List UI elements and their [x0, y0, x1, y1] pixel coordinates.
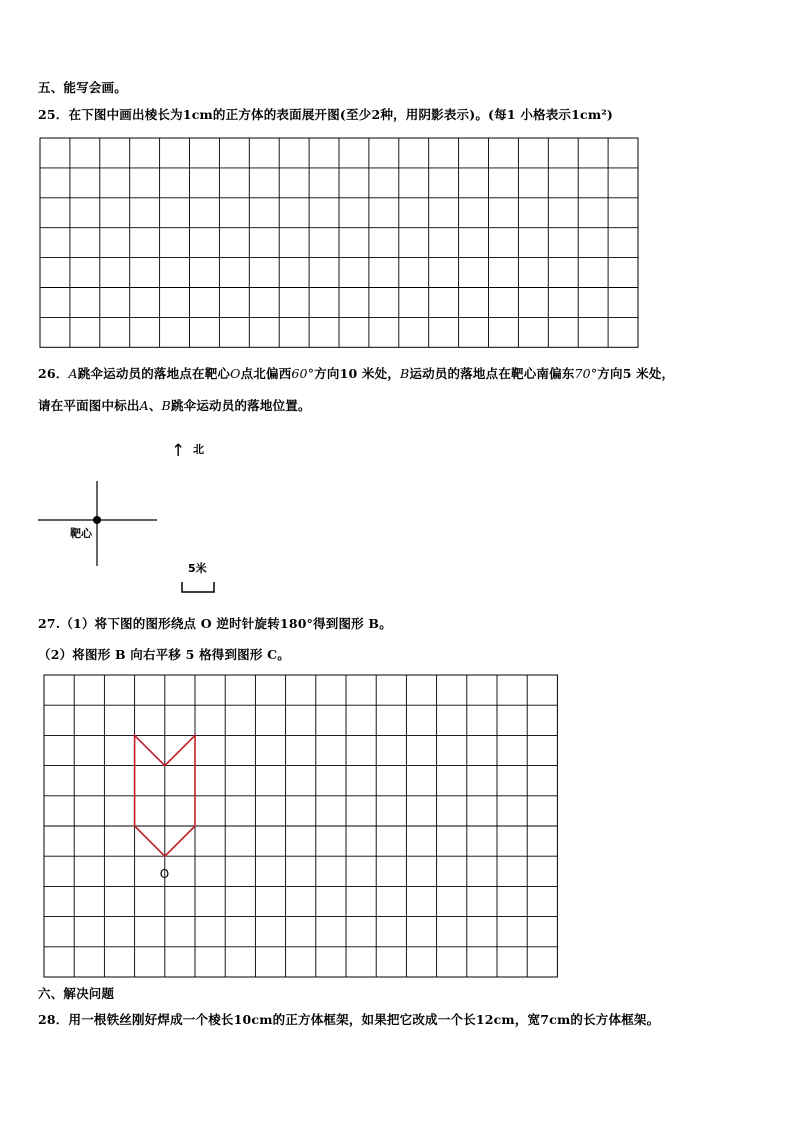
north-arrow-icon: ↑ — [171, 441, 186, 461]
question-25-text: 25．在下图中画出棱长为1cm的正方体的表面展开图(至少2种，用阴影表示)。(每1 小格表示1cm²) — [38, 107, 614, 122]
scale-label: 5米 — [188, 562, 207, 575]
var-a: A — [68, 366, 78, 381]
question-26-line2: 请在平面图中标出A、B跳伞运动员的落地位置。 — [38, 398, 311, 413]
angle-70: 70° — [574, 366, 598, 381]
point-o-label: O — [159, 867, 170, 882]
target-center-label: 靶心 — [70, 527, 92, 540]
var-b: B — [400, 366, 410, 381]
section-six-title: 六、解决问题 — [38, 986, 115, 1001]
q25-grid-border — [40, 138, 638, 347]
angle-60: 60° — [291, 366, 315, 381]
section-five-title: 五、能写会画。 — [38, 80, 127, 95]
question-27-part1: 27.（1）将下图的图形绕点 O 逆时针旋转180°得到图形 B。 — [38, 616, 392, 631]
question-27-part2: （2）将图形 B 向右平移 5 格得到图形 C。 — [38, 647, 290, 662]
q27-grid-border — [44, 675, 557, 977]
var-o: O — [230, 366, 241, 381]
scale-bar — [182, 582, 214, 592]
target-center-point — [93, 516, 101, 524]
question-28-text: 28．用一根铁丝刚好焊成一个棱长10cm的正方体框架，如果把它改成一个长12cm，宽7cm的长方体框架。 — [38, 1012, 660, 1027]
north-label: 北 — [193, 443, 204, 456]
question-26-line1: 26．A跳伞运动员的落地点在靶心O点北偏西60°方向10 米处，B运动员的落地点在靶心南偏东70°方向5 米处， — [38, 366, 675, 381]
arrow-shape — [135, 735, 195, 856]
